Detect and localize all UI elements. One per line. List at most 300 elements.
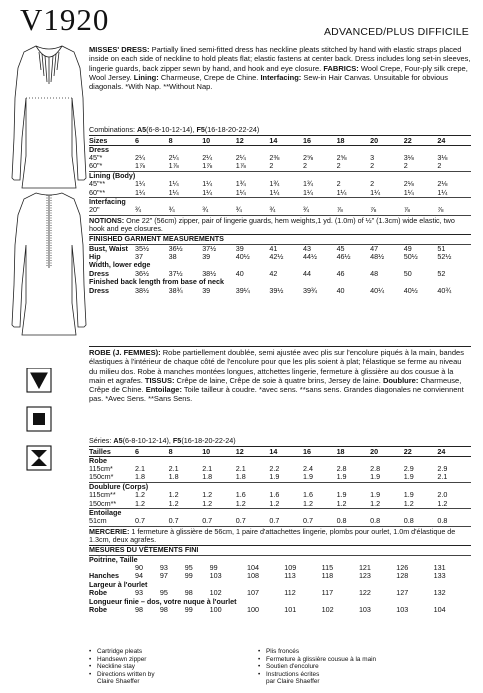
bullet-icon: •	[89, 655, 92, 663]
fabrics-label: FABRICS:	[323, 63, 359, 73]
table-cell: 38	[168, 252, 177, 262]
bullet-icon: •	[258, 648, 261, 655]
size-header-cell: 16	[303, 446, 337, 456]
table-cell: 3⅛	[437, 153, 448, 162]
table-cell: 99	[184, 571, 193, 581]
bowtie-icon	[27, 446, 51, 470]
table-cell: 93	[159, 563, 168, 573]
table-cell: 2⅜	[269, 153, 280, 162]
table-cell: 1¼	[269, 187, 280, 197]
mercerie-text: 1 fermeture à glissière de 56cm, 1 paire d'attachettes lingerie, plombs pour ourlet, 1.0m d'élastique de 1.3cm, deux agrafes.	[89, 526, 456, 545]
size-header-cell: 16	[303, 135, 337, 145]
size-header-cell: 18	[337, 446, 371, 456]
entoilage-label: Entoilage:	[145, 385, 182, 395]
size-header-row	[89, 446, 471, 456]
desc-body: Partially lined semi-fitted dress has neckline pleats stitched by hand with elastic straps placed inside on each side of neckline to hold pleats flat; elastic fastens at center back. Dress includes long set-in sleeves, lingerie guards, back zipper sewn by hand, and hook and eye closure.	[89, 45, 471, 73]
table-cell: 1.9	[269, 472, 280, 482]
table-cell: 46	[336, 268, 345, 278]
table-cell: ¾	[235, 205, 242, 215]
interfacing-text: Sew-in Hair Canvas. Unsuitable for obvious diagonals. *With Nap. **Without Nap.	[89, 72, 449, 92]
combo-f5: F5	[196, 125, 205, 134]
pattern-number: V1920	[20, 2, 110, 37]
notions-label: NOTIONS:	[89, 215, 125, 225]
legend-text: par Claire Shaeffer	[266, 678, 320, 686]
table-cell: 36½	[135, 268, 149, 278]
table-cell: 1.9	[403, 472, 414, 482]
table-cell: 2	[370, 161, 375, 171]
table-cell: 102	[321, 605, 334, 615]
row-label: 45"*	[89, 153, 103, 162]
size-header-cell: 18	[337, 135, 371, 145]
interfacing-label: Interfacing:	[260, 72, 302, 82]
table-cell: 115	[321, 563, 334, 573]
size-header-cell: 14	[269, 446, 303, 456]
legend-item	[89, 678, 155, 686]
table-cell: 1.8	[235, 472, 246, 482]
bullet-icon: •	[89, 648, 92, 655]
table-cell: 47	[370, 243, 379, 253]
yardage-table-english	[89, 135, 471, 215]
row-label: 60"**	[89, 187, 106, 197]
table-cell: 40¾	[437, 285, 452, 295]
table-cell: 1¼	[168, 187, 179, 197]
dress-front-view	[12, 46, 86, 188]
row-label: 20"	[89, 205, 100, 215]
table-cell: 1.8	[202, 472, 213, 482]
size-header-row	[89, 135, 471, 145]
table-cell: 1⅞	[235, 161, 246, 171]
table-cell: 118	[321, 571, 334, 581]
table-cell: 1.2	[336, 498, 347, 508]
combo-a5: A5	[136, 125, 147, 134]
table-cell: 2⅛	[437, 179, 448, 189]
row-label: Entoilage	[89, 509, 471, 518]
bullet-icon: •	[258, 670, 261, 678]
table-cell: 1¼	[403, 187, 414, 197]
doublure-label: Doublure:	[382, 375, 419, 385]
combo-a5-sizes: (6-8-10-12-14),	[146, 125, 197, 134]
table-cell: 38½	[202, 268, 217, 278]
table-cell: 2	[336, 161, 341, 171]
legend-item	[258, 663, 376, 671]
table-cell: 95	[159, 588, 168, 598]
table-cell: 93	[135, 588, 143, 598]
table-cell: ¾	[135, 205, 141, 215]
table-cell: 98	[184, 588, 193, 598]
row-label: Bust, Waist	[89, 243, 128, 253]
table-cell: 121	[358, 563, 371, 573]
table-cell: 1⅞	[202, 161, 213, 171]
size-header-cell: 22	[404, 446, 438, 456]
size-header-cell: 6	[135, 135, 169, 145]
size-header-cell: 10	[202, 135, 236, 145]
size-header-cell: 24	[437, 135, 471, 145]
table-row	[89, 598, 471, 606]
legend-item	[258, 648, 376, 656]
table-cell: 1.2	[135, 498, 145, 508]
table-cell: 1.2	[403, 498, 414, 508]
table-cell: 1¼	[202, 179, 213, 189]
table-row	[89, 581, 471, 589]
table-cell: ⅞	[370, 205, 377, 215]
table-row	[89, 189, 471, 198]
table-cell: ¾	[202, 205, 209, 215]
row-label: Lining (Body)	[89, 171, 471, 180]
legend-item	[89, 663, 155, 671]
table-row	[89, 556, 471, 564]
size-header-cell: Sizes	[89, 135, 135, 145]
series-f5-sizes: (16-18-20-22-24)	[181, 436, 236, 445]
table-row	[89, 473, 471, 482]
table-cell: 39¼	[235, 285, 250, 295]
table-cell: 1¼	[370, 187, 381, 197]
table-cell: 127	[396, 588, 409, 598]
table-cell: 1¾	[302, 179, 313, 189]
size-header-cell: 22	[404, 135, 438, 145]
table-cell: 1.2	[235, 498, 246, 508]
desc-fr-title: ROBE (J. FEMMES):	[89, 348, 161, 357]
table-cell: 108	[246, 571, 259, 581]
table-cell: 0.7	[202, 516, 213, 526]
table-cell: 52	[437, 268, 446, 278]
table-cell: 0.8	[437, 516, 448, 526]
table-cell: 133	[433, 571, 446, 581]
notions-text: One 22" (56cm) zipper, pair of lingerie guards, hem weights,1 yd. (1.0m) of ½" (1.3cm) wide elastic, two hook and eye closures.	[89, 215, 455, 234]
finished-table-french	[89, 556, 471, 615]
table-row	[89, 162, 471, 171]
row-label: 60"*	[89, 161, 103, 171]
notions-english	[89, 215, 471, 234]
dress-back-view	[12, 193, 86, 335]
table-cell: 1¾	[235, 179, 246, 189]
table-cell: 2	[403, 161, 408, 171]
table-cell: 2	[437, 161, 442, 171]
table-cell: 1.6	[302, 490, 313, 500]
desc-fr-body: Robe partiellement doublée, semi ajustée avec plis sur l'encolure piqués à la main, bandes élastiques à l'intérieur de chaque côté de l'encolure pour que les plis soient à plat; l'élastique se ferme au niveau du milieu dos. Robe à manches montées longues, attchettes lingerie, fermeture à glissière au dos cousue à la main et agrafes.	[89, 348, 464, 385]
table-cell: 52½	[437, 252, 452, 262]
table-cell: 39	[202, 252, 211, 262]
table-cell: ¾	[269, 205, 276, 215]
table-cell: 103	[396, 605, 409, 615]
table-cell: 1.9	[302, 472, 313, 482]
table-cell: 126	[396, 563, 409, 573]
table-cell: 50	[403, 268, 412, 278]
row-label: 150cm*	[89, 472, 114, 482]
table-cell: 131	[433, 563, 446, 573]
series-f5: F5	[172, 436, 182, 445]
triangle-down-icon	[27, 368, 51, 392]
size-header-cell: 10	[202, 446, 236, 456]
table-cell: 1¼	[336, 187, 347, 197]
table-cell: 42	[269, 268, 278, 278]
table-cell: 37	[135, 252, 143, 262]
table-cell: 2.1	[135, 464, 145, 473]
table-cell: 46½	[336, 252, 351, 262]
table-cell: 1.6	[235, 490, 246, 500]
table-cell: 102	[209, 588, 222, 598]
table-cell: 1.2	[202, 498, 213, 508]
table-cell: 1.2	[302, 498, 313, 508]
legend-item	[258, 671, 376, 679]
mercerie-french	[89, 526, 471, 545]
table-cell: 35½	[135, 243, 149, 253]
table-cell: 0.8	[336, 516, 347, 526]
legend-english	[89, 648, 155, 686]
table-cell: 42½	[269, 252, 284, 262]
row-label: 51cm	[89, 516, 107, 526]
table-cell: 2.9	[437, 464, 448, 473]
legend-item	[89, 648, 155, 656]
row-label: 150cm**	[89, 498, 117, 508]
table-cell: 1⅞	[168, 161, 179, 171]
table-cell: 1¾	[269, 179, 280, 189]
row-label: Dress	[89, 268, 109, 278]
table-cell: 1¼	[135, 187, 145, 197]
size-header-cell: 24	[437, 446, 471, 456]
legend-text: Fermeture à glissière cousue à la main	[266, 655, 377, 663]
table-cell: 37½	[202, 243, 217, 253]
table-cell: 1.2	[135, 490, 145, 500]
legend-text: Handsewn zipper	[97, 655, 147, 663]
row-label: 115cm**	[89, 490, 116, 500]
combo-f5-sizes: (16-18-20-22-24)	[204, 125, 260, 134]
legend-text: Instructions écrites	[266, 670, 320, 678]
table-cell: 2¼	[235, 153, 246, 162]
size-header-cell: 8	[169, 446, 203, 456]
table-cell: 0.7	[269, 516, 280, 526]
fabrics-text: Wool Crepe, Four-ply silk crepe, Wool Jersey.	[89, 63, 468, 82]
combinations-prefix: Combinations:	[89, 125, 137, 134]
table-cell: 1¼	[202, 187, 213, 197]
table-cell: 2.1	[235, 464, 246, 473]
size-header-cell: 12	[236, 135, 270, 145]
combinations-line	[89, 126, 471, 135]
table-row	[89, 517, 471, 525]
table-cell: 100	[246, 605, 259, 615]
table-cell: ⅞	[403, 205, 410, 215]
finished-table-english	[89, 245, 471, 295]
table-cell: 1¼	[302, 187, 313, 197]
table-cell: 45	[336, 243, 345, 253]
table-cell: 1⅞	[135, 161, 145, 171]
tissus-label: TISSUS:	[144, 375, 175, 385]
table-cell: 44½	[302, 252, 317, 262]
table-cell: 1¼	[437, 187, 448, 197]
difficulty-level: ADVANCED/PLUS DIFFICILE	[323, 26, 469, 38]
bullet-icon: •	[258, 655, 261, 663]
table-cell: 107	[246, 588, 259, 598]
table-cell: 123	[358, 571, 371, 581]
table-cell: 51	[437, 243, 446, 253]
table-cell: 40	[235, 268, 244, 278]
table-row	[89, 287, 471, 295]
difficulty-symbols	[24, 368, 54, 478]
mercerie-label: MERCERIE:	[89, 526, 130, 536]
table-cell: 98	[135, 605, 143, 615]
table-cell: 101	[284, 605, 297, 615]
table-row	[89, 500, 471, 509]
table-cell: 2⅝	[336, 153, 347, 162]
table-cell: 1.9	[370, 490, 381, 500]
table-cell: 99	[184, 605, 193, 615]
legend-text: Neckline stay	[97, 663, 136, 671]
table-cell: 1.9	[336, 490, 347, 500]
table-cell: 122	[358, 588, 371, 598]
table-cell: 48	[370, 268, 379, 278]
table-cell: 49	[403, 243, 412, 253]
table-cell: 99	[209, 563, 218, 573]
row-label: Longueur finie – dos, votre nuque à l'ourlet	[89, 596, 237, 606]
row-label: Hanches	[89, 571, 119, 581]
table-cell: 2	[370, 179, 375, 189]
table-cell: 39	[235, 243, 244, 253]
table-cell: 0.7	[168, 516, 179, 526]
finished-title-french: MESURES DU VÊTEMENTS FINI	[89, 545, 471, 556]
table-cell: 1.2	[437, 498, 448, 508]
table-cell: 3	[370, 153, 375, 162]
table-cell: 1.8	[135, 472, 145, 482]
series-a5: A5	[113, 436, 123, 445]
table-cell: 0.7	[135, 516, 145, 526]
table-cell: 103	[209, 571, 222, 581]
table-cell: 2.8	[336, 464, 347, 473]
dress-flat-drawings	[6, 38, 92, 338]
table-cell: 97	[159, 571, 168, 581]
table-cell: 40½	[403, 285, 418, 295]
table-cell: 94	[135, 571, 143, 581]
table-row	[89, 206, 471, 214]
square-icon	[27, 407, 51, 431]
table-cell: 1.2	[168, 498, 179, 508]
table-cell: 117	[321, 588, 334, 598]
table-cell: 2¼	[168, 153, 179, 162]
table-cell: 1¼	[168, 179, 179, 189]
table-cell: 40½	[235, 252, 250, 262]
table-cell: 39½	[269, 285, 284, 295]
table-cell: 2.0	[437, 490, 448, 500]
table-cell: 95	[184, 563, 193, 573]
table-cell: 104	[433, 605, 446, 615]
table-cell: 2	[336, 179, 341, 189]
table-cell: 2.4	[302, 464, 313, 473]
table-cell: 40	[336, 285, 345, 295]
row-label: Robe	[89, 588, 107, 598]
table-cell: 2.1	[168, 464, 179, 473]
size-header-cell: 12	[236, 446, 270, 456]
legend-text: Soutien d'encolure	[266, 663, 319, 671]
desc-title: MISSES' DRESS:	[89, 45, 150, 54]
table-cell: 90	[135, 563, 143, 573]
table-cell: 98	[159, 605, 168, 615]
table-cell: ⅞	[336, 205, 343, 215]
table-cell: 2¼	[202, 153, 213, 162]
row-label: 45"**	[89, 179, 106, 189]
table-cell: 1.2	[370, 498, 381, 508]
table-cell: 41	[269, 243, 278, 253]
entoilage-text: Toile tailleur à coudre. *avec sens. **sans sens. Grandes diagonales ne conviennent pas. *Avec Sens. **Sans Sens.	[89, 385, 464, 404]
doublure-text: Charmeuse, Crêpe de Chine.	[89, 375, 462, 395]
legend-text: Claire Shaeffer	[97, 678, 140, 686]
row-label: Interfacing	[89, 198, 471, 207]
row-label: Doublure (Corps)	[89, 482, 471, 491]
legend-text: Directions written by	[97, 670, 155, 678]
table-cell: 1.8	[168, 472, 179, 482]
table-cell: 38½	[135, 285, 149, 295]
row-label: Dress	[89, 285, 109, 295]
row-label: Finished back length from base of neck	[89, 277, 224, 287]
table-cell: 2¼	[135, 153, 145, 162]
table-cell: 113	[284, 571, 296, 581]
table-row	[89, 564, 471, 572]
bullet-icon: •	[89, 663, 92, 671]
row-label: Dress	[89, 145, 471, 154]
row-label: 115cm*	[89, 464, 113, 473]
description-french	[89, 346, 471, 404]
lining-text: Charmeuse, Crepe de Chine.	[158, 72, 261, 82]
table-cell: 43	[302, 243, 311, 253]
table-cell: 1.2	[202, 490, 213, 500]
table-cell: 39	[202, 285, 211, 295]
row-label: Robe	[89, 605, 107, 615]
legend-text: Cartridge pleats	[97, 648, 143, 655]
table-cell: 2	[302, 161, 307, 171]
lining-label: Lining:	[133, 72, 159, 82]
series-line	[89, 437, 471, 446]
yardage-french	[89, 437, 471, 614]
yardage-table-french	[89, 446, 471, 526]
table-cell: 1.2	[269, 498, 280, 508]
table-cell: 2.8	[370, 464, 381, 473]
section-row	[89, 198, 471, 207]
tissus-text: Crêpe de laine, Crêpe de soie à quatre brins, Jersey de laine.	[174, 375, 383, 385]
table-cell: 1¼	[135, 179, 145, 189]
legend-item	[89, 671, 155, 679]
table-cell: 36½	[168, 243, 183, 253]
table-row	[89, 154, 471, 162]
table-cell: 132	[433, 588, 446, 598]
table-cell: 40¼	[370, 285, 385, 295]
description-english	[89, 45, 471, 91]
table-cell: 38¾	[168, 285, 183, 295]
size-header-cell: 8	[169, 135, 203, 145]
row-label: Hip	[89, 252, 101, 262]
table-cell: 0.8	[403, 516, 414, 526]
table-cell: 39¾	[302, 285, 317, 295]
bullet-icon: •	[258, 663, 261, 671]
bullet-icon: •	[89, 670, 92, 678]
table-cell: 1.2	[168, 490, 179, 500]
table-cell: ¾	[168, 205, 175, 215]
table-cell: 2.2	[269, 464, 280, 473]
size-header-cell: Tailles	[89, 446, 135, 456]
table-cell: 48½	[370, 252, 385, 262]
legend-text: Plis froncés	[266, 648, 300, 655]
table-cell: 100	[209, 605, 222, 615]
series-prefix: Séries:	[89, 436, 114, 445]
row-label: Width, lower edge	[89, 260, 151, 270]
table-cell: 1.9	[403, 490, 414, 500]
row-label: Largeur à l'ourlet	[89, 579, 148, 589]
table-cell: ⅞	[437, 205, 444, 215]
table-cell: 1¼	[235, 187, 246, 197]
table-cell: 0.7	[235, 516, 246, 526]
legend-item	[258, 656, 376, 664]
table-cell: 104	[246, 563, 259, 573]
finished-title-english: FINISHED GARMENT MEASUREMENTS	[89, 234, 471, 245]
series-a5-sizes: (6-8-10-12-14),	[122, 436, 173, 445]
row-label: Poitrine, Taille	[89, 554, 138, 564]
table-cell: 2	[269, 161, 274, 171]
